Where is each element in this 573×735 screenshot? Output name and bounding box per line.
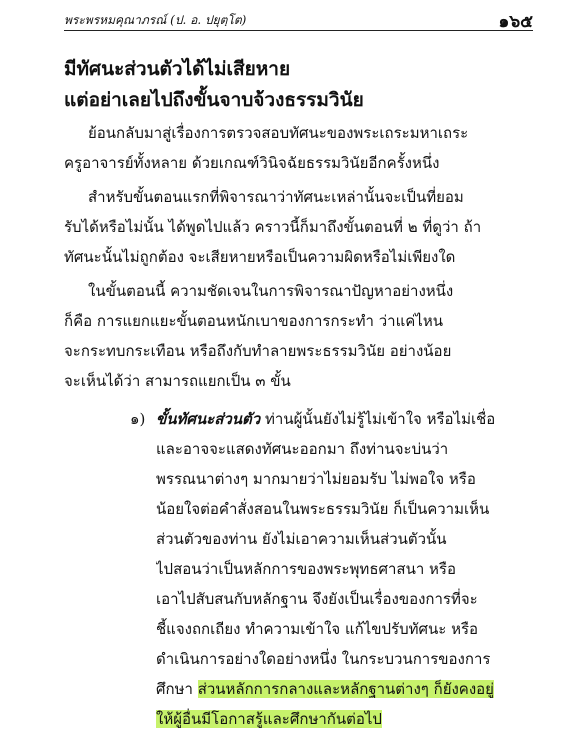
paragraph-3-line-3: จะกระทบกระเทือน หรือถึงกับทำลายพระธรรมวินัย อย่างน้อย [64, 342, 452, 360]
paragraph-2-line-3: ทัศนะนั้นไม่ถูกต้อง จะเสียหายหรือเป็นความผิดหรือไม่เพียงใด [64, 248, 456, 266]
title-line-1: มีทัศนะส่วนตัวได้ไม่เสียหาย [64, 58, 291, 80]
highlighted-text: ให้ผู้อื่นมีโอกาสรู้และศึกษากันต่อไป [156, 710, 382, 728]
list-item-text: ศึกษา [156, 680, 198, 698]
list-item-first-line-text: ท่านผู้นั้นยังไม่รู้ไม่เข้าใจ หรือไม่เชื่อ [260, 410, 496, 428]
list-item-first-line [156, 404, 510, 434]
list-item-line: ดำเนินการอย่างใดอย่างหนึ่ง ในกระบวนการของการ [156, 650, 491, 668]
highlighted-text: ส่วนหลักการกลางและหลักฐานต่างๆ ก็ยังคงอยู่ [197, 680, 494, 698]
list-item-line-highlighted [156, 674, 510, 704]
paragraph-3-line-2: ก็คือ การแยกแยะขั้นตอนหนักเบาของการกระทำ ว่าแค่ไหน [64, 312, 443, 330]
paragraph-1-line-1: ย้อนกลับมาสู่เรื่องการตรวจสอบทัศนะของพระเถระมหาเถระ [88, 124, 469, 142]
list-item-line: ส่วนตัวของท่าน ยังไม่เอาความเห็นส่วนตัวนั้น [156, 530, 447, 548]
list-item-line: ไปสอนว่าเป็นหลักการของพระพุทธศาสนา หรือ [156, 560, 456, 578]
title-line-2: แต่อย่าเลยไปถึงขั้นจาบจ้วงธรรมวินัย [64, 89, 364, 111]
list-item-line: พรรณนาต่างๆ มากมายว่าไม่ยอมรับ ไม่พอใจ หรือ [156, 470, 476, 488]
list-item-line-highlighted [156, 704, 510, 734]
paragraph-3-line-4: จะเห็นได้ว่า สามารถแยกเป็น ๓ ขั้น [64, 372, 291, 390]
paragraph-3-line-1: ในขั้นตอนนี้ ความชัดเจนในการพิจารณาปัญหาอย่างหนึ่ง [88, 282, 454, 300]
paragraph-1-line-2: ครูอาจารย์ทั้งหลาย ด้วยเกณฑ์วินิจฉัยธรรมวินัยอีกครั้งหนึ่ง [64, 154, 440, 172]
page-number: ๑๖๕ [498, 12, 533, 32]
running-header [64, 8, 533, 31]
list-item-line: และอาจจะแสดงทัศนะออกมา ถึงท่านจะบ่นว่า [156, 440, 449, 458]
list-item-number: ๑) [130, 410, 146, 428]
list-item-line: น้อยใจต่อคำสั่งสอนในพระธรรมวินัย ก็เป็นความเห็น [156, 500, 490, 518]
list-item-label: ขั้นทัศนะส่วนตัว [156, 410, 261, 428]
list-item-line: ชี้แจงถกเถียง ทำความเข้าใจ แก้ไขปรับทัศนะ หรือ [156, 620, 479, 638]
list-item-line: เอาไปสับสนกับหลักฐาน จึงยังเป็นเรื่องของการที่จะ [156, 590, 478, 608]
paragraph-2-line-1: สำหรับขั้นตอนแรกที่พิจารณาว่าทัศนะเหล่านั้นจะเป็นที่ยอม [88, 188, 464, 206]
paragraph-2-line-2: รับได้หรือไม่นั้น ได้พูดไปแล้ว คราวนี้ก็มาถึงขั้นตอนที่ ๒ ที่ดูว่า ถ้า [64, 218, 482, 236]
header-author: พระพรหมคุณาภรณ์ (ป. อ. ปยุตฺโต) [64, 13, 247, 27]
section-title [64, 54, 364, 116]
